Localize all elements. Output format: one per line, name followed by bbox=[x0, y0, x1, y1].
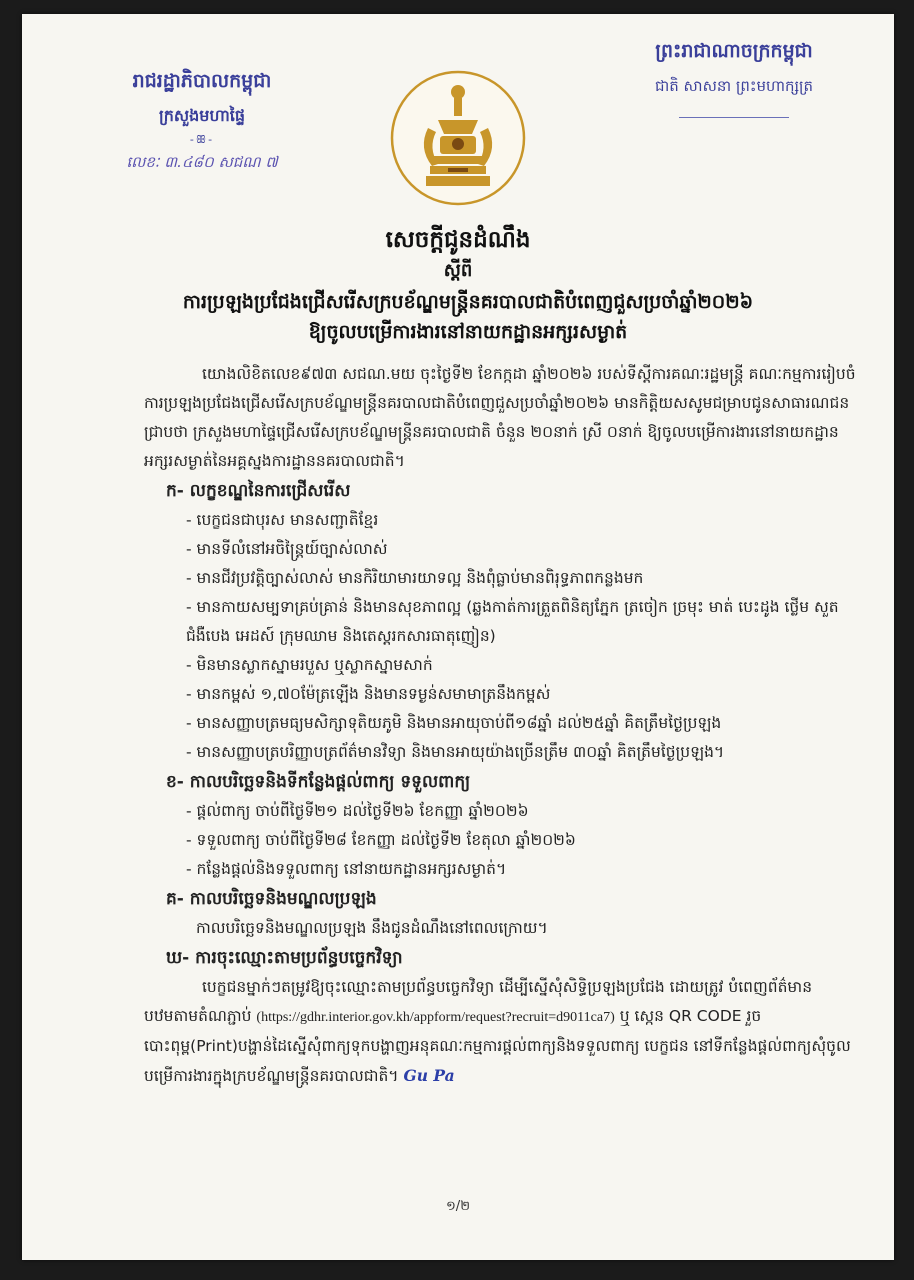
registration-paragraph bbox=[144, 973, 858, 1091]
initials-signature: Gu Pa bbox=[403, 1066, 455, 1085]
notice-topic-line-1: ការប្រឡងប្រជែងជ្រើសរើសក្របខ័ណ្ឌមន្ត្រីនគរបាលជាតិបំពេញជួសប្រចាំឆ្នាំ២០២៦ bbox=[182, 291, 754, 313]
notice-topic-line-2: ឱ្យចូលបម្រើការងារនៅនាយកដ្ឋានអក្សរសម្ងាត់ bbox=[308, 321, 628, 343]
registration-heading: ឃ- ការចុះឈ្មោះតាមប្រព័ន្ធបច្ចេកវិទ្យា bbox=[166, 948, 403, 968]
exam-text: កាលបរិច្ឆេទនិងមណ្ឌលប្រឡង នឹងជូនដំណឹងនៅពេលក្រោយ។ bbox=[196, 919, 548, 937]
registration-link[interactable]: (https://gdhr.interior.gov.kh/appform/request?recruit=d9011ca7) bbox=[256, 1010, 615, 1025]
criteria-item: - មានសញ្ញាបត្របរិញ្ញាបត្រព័ត៌មានវិទ្យា និងមានអាយុយ៉ាងច្រើនត្រឹម ៣០ឆ្នាំ គិតត្រឹមថ្ងៃប្រឡង។ bbox=[186, 743, 725, 761]
document-page bbox=[22, 14, 894, 1260]
notice-title: សេចក្តីជូនដំណឹង bbox=[385, 227, 531, 253]
criteria-item: - មានសញ្ញាបត្រមធ្យមសិក្សាទុតិយភូមិ និងមានអាយុចាប់ពី១៨ឆ្នាំ ដល់២៥ឆ្នាំ គិតត្រឹមថ្ងៃប្រឡង bbox=[186, 714, 722, 732]
ministry-header bbox=[82, 69, 322, 175]
intro-paragraph: យោងលិខិតលេខ៩៧៣ សជណ.មយ ចុះថ្ងៃទី២ ខែកក្កដា ឆ្នាំ២០២៦ របស់ទីស្តីការគណៈរដ្ឋមន្ត្រី គណៈកម្មការរៀបចំការប្រឡងប្រជែងជ្រើសរើសក្របខ័ណ្ឌមន្ត្រីនគរបាលជាតិបំពេញជួសប្រចាំឆ្នាំ២០២៦ មានកិត្តិយសសូមជម្រាបជូនសាធារណជនជ្រាបថា ក្រសួងមហាផ្ទៃជ្រើសរើសក្របខ័ណ្ឌមន្ត្រីនគរបាលជាតិ ចំនួន ២០នាក់ ស្រី ០នាក់ ឱ្យចូលបម្រើការងារនៅនាយកដ្ឋានអក្សរសម្ងាត់នៃអគ្គស្នងការដ្ឋាននគរបាលជាតិ។ bbox=[144, 365, 856, 470]
criteria-item: - មានកាយសម្បទាគ្រប់គ្រាន់ និងមានសុខភាពល្អ (ឆ្លងកាត់ការត្រួតពិនិត្យភ្នែក ត្រចៀក ច្រមុះ មាត់ បេះដូង ថ្លើម សួត ជំងឺបេង អេដស៍ ក្រុមឈាម និងតេស្តរកសារធាតុញៀន) bbox=[186, 598, 839, 645]
royal-emblem-icon bbox=[388, 68, 528, 208]
notice-subtitle: ស្តីពី bbox=[443, 260, 473, 281]
kingdom-header bbox=[614, 39, 854, 118]
schedule-item: - ទទួលពាក្យ ចាប់ពីថ្ងៃទី២៨ ខែកញ្ញា ដល់ថ្ងៃទី២ ខែតុលា ឆ្នាំ២០២៦ bbox=[186, 831, 576, 849]
schedule-heading: ខ- កាលបរិច្ឆេទនិងទីកន្លែងផ្តល់ពាក្យ ទទួលពាក្យ bbox=[166, 772, 471, 792]
registration-text-a: បេក្ខជនម្នាក់ៗតម្រូវឱ្យចុះឈ្មោះតាមប្រព័ន្ធបច្ចេកវិទ្យា ដើម្បីស្នើសុំសិទ្ធិប្រឡងប្រជែង ដោយត្រូវ បំពេញព័ត៌មានបឋមតាមតំណភ្ជាប់ bbox=[144, 978, 813, 1025]
notice-body bbox=[144, 360, 858, 1091]
motto-divider bbox=[679, 117, 789, 118]
registration-text-b: ឬ ស្កេន QR CODE រួចបោះពុម្ព(Print)បង្ហាន់ដៃស្នើសុំពាក្យទុកបង្ហាញអនុគណៈកម្មការផ្តល់ពាក្យនិងទទួលពាក្យ បេក្ខជន នៅទីកន្លែងផ្តល់ពាក្យសុំចូលបម្រើការងារក្នុងក្របខ័ណ្ឌមន្ត្រីនគរបាលជាតិ។ bbox=[144, 1007, 851, 1085]
ministry-name: ក្រសួងមហាផ្ទៃ bbox=[158, 106, 245, 125]
criteria-heading: ក- លក្ខខណ្ឌនៃការជ្រើសរើស bbox=[166, 481, 351, 501]
criteria-item: - មានកម្ពស់ ១,៧០ម៉ែត្រឡើង និងមានទម្ងន់សមាមាត្រនឹងកម្ពស់ bbox=[186, 685, 551, 703]
schedule-item: - ផ្តល់ពាក្យ ចាប់ពីថ្ងៃទី២១ ដល់ថ្ងៃទី២៦ ខែកញ្ញា ឆ្នាំ២០២៦ bbox=[186, 802, 529, 820]
criteria-item: - បេក្ខជនជាបុរស មានសញ្ជាតិខ្មែរ bbox=[186, 511, 379, 529]
national-motto: ជាតិ សាសនា ព្រះមហាក្សត្រ bbox=[654, 77, 814, 95]
header-ornament: -ꕥ- bbox=[189, 133, 215, 146]
exam-heading: គ- កាលបរិច្ឆេទនិងមណ្ឌលប្រឡង bbox=[166, 889, 377, 909]
schedule-item: - កន្លែងផ្តល់និងទទួលពាក្យ នៅនាយកដ្ឋានអក្សរសម្ងាត់។ bbox=[186, 860, 507, 878]
document-number: លេខៈ ៣.៤៨០ សជណ ៧ bbox=[126, 153, 278, 171]
government-name: រាជរដ្ឋាភិបាលកម្ពុជា bbox=[132, 70, 272, 92]
page-number: ១/២ bbox=[445, 1199, 471, 1214]
criteria-item: - មានជីវប្រវត្តិច្បាស់លាស់ មានកិរិយាមារយាទល្អ និងពុំធ្លាប់មានពិរុទ្ធភាពកន្លងមក bbox=[186, 569, 644, 587]
criteria-item: - មានទីលំនៅអចិន្ត្រៃយ៍ច្បាស់លាស់ bbox=[186, 540, 388, 558]
criteria-item: - មិនមានស្លាកស្នាមរបួស ឬស្លាកស្នាមសាក់ bbox=[186, 656, 433, 674]
kingdom-name: ព្រះរាជាណាចក្រកម្ពុជា bbox=[655, 40, 813, 62]
